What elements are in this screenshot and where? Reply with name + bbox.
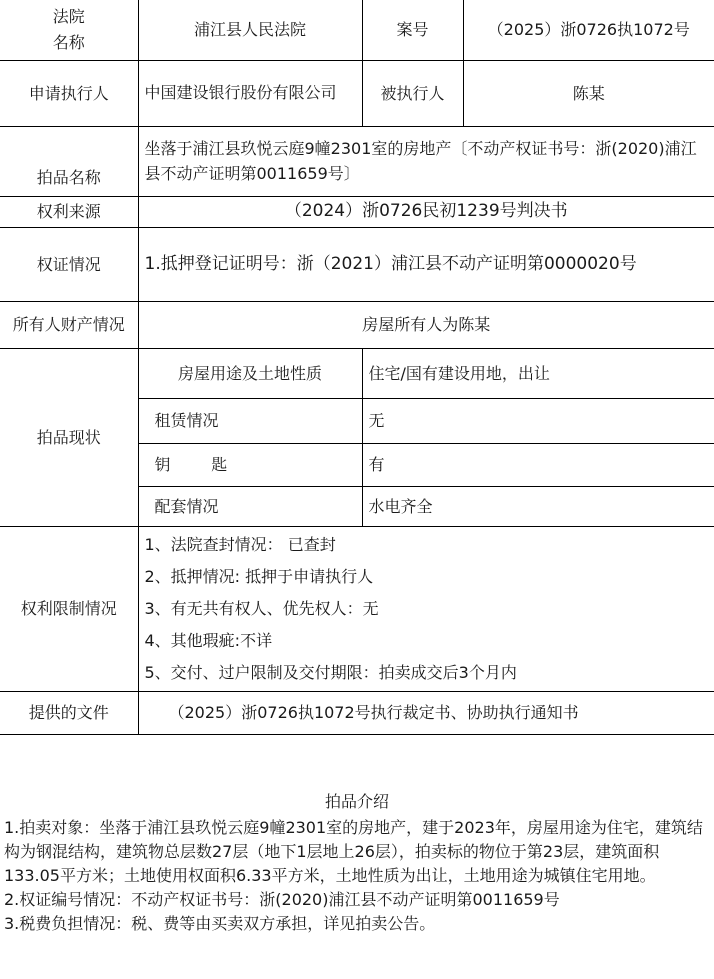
item-introduction: [4, 790, 710, 936]
intro-paragraph: 2.权证编号情况：不动产权证书号：浙(2020)浦江县不动产证明第0011659号: [4, 890, 560, 909]
intro-title: 拍品介绍: [324, 792, 389, 811]
item-name-value: 坐落于浦江县玖悦云庭9幢2301室的房地产〔不动产权证书号：浙(2020)浦江县不动产证明第0011659号〕: [138, 126, 714, 196]
respondent-value: 陈某: [463, 60, 714, 126]
court-value: 浦江县人民法院: [138, 0, 362, 60]
certificate-value: 1.抵押登记证明号：浙（2021）浦江县不动产证明第0000020号: [138, 227, 714, 301]
limit-item: 3、有无共有权人、优先权人：无: [144, 598, 379, 618]
applicant-value: 中国建设银行股份有限公司: [138, 60, 362, 126]
limit-item: 5、交付、过户限制及交付期限：拍卖成交后3个月内: [144, 662, 517, 682]
row-owner: [0, 301, 714, 348]
status-value: 无: [362, 398, 714, 443]
applicant-label: 申请执行人: [0, 60, 138, 126]
row-documents: [0, 691, 714, 734]
status-row: [0, 348, 714, 398]
respondent-label: 被执行人: [362, 60, 463, 126]
row-parties: [0, 60, 714, 126]
documents-label: 提供的文件: [0, 691, 138, 734]
case-number-label: 案号: [362, 0, 463, 60]
limits-label: 权利限制情况: [0, 526, 138, 691]
case-number-value: （2025）浙0726执1072号: [463, 0, 714, 60]
status-key: 房屋用途及土地性质: [138, 348, 362, 398]
rights-source-label: 权利来源: [0, 196, 138, 227]
limit-item: 2、抵押情况: 抵押于申请执行人: [144, 566, 374, 586]
status-value: 住宅/国有建设用地，出让: [362, 348, 714, 398]
status-key: 钥 匙: [138, 443, 362, 486]
row-rights-source: [0, 196, 714, 227]
owner-value: 房屋所有人为陈某: [138, 301, 714, 348]
intro-paragraph: 3.税费负担情况：税、费等由买卖双方承担，详见拍卖公告。: [4, 914, 436, 933]
intro-paragraph: 1.拍卖对象：坐落于浦江县玖悦云庭9幢2301室的房地产，建于2023年，房屋用途为住宅，建筑结构为钢混结构，建筑物总层数27层（地下1层地上26层），拍卖标的物位于第23层，建筑面积133.05平方米；土地使用权面积6.33平方米，土地性质为出让，土地用途为城镇住宅用地。: [4, 818, 703, 885]
limit-item: 4、其他瑕疵:不详: [144, 630, 273, 650]
status-key: 配套情况: [138, 486, 362, 526]
status-label: 拍品现状: [0, 348, 138, 526]
owner-label: 所有人财产情况: [0, 301, 138, 348]
status-value: 水电齐全: [362, 486, 714, 526]
court-label: 法院 名称: [0, 0, 138, 60]
limit-item: 1、法院查封情况： 已查封: [144, 534, 336, 554]
documents-value: （2025）浙0726执1072号执行裁定书、协助执行通知书: [138, 691, 714, 734]
limits-list: [138, 526, 714, 691]
status-key: 租赁情况: [138, 398, 362, 443]
status-value: 有: [362, 443, 714, 486]
row-limits: [0, 526, 714, 691]
row-item-name: [0, 126, 714, 196]
row-court: [0, 0, 714, 60]
row-certificate: [0, 227, 714, 301]
rights-source-value: （2024）浙0726民初1239号判决书: [138, 196, 714, 227]
item-name-label: 拍品名称: [0, 126, 138, 196]
certificate-label: 权证情况: [0, 227, 138, 301]
